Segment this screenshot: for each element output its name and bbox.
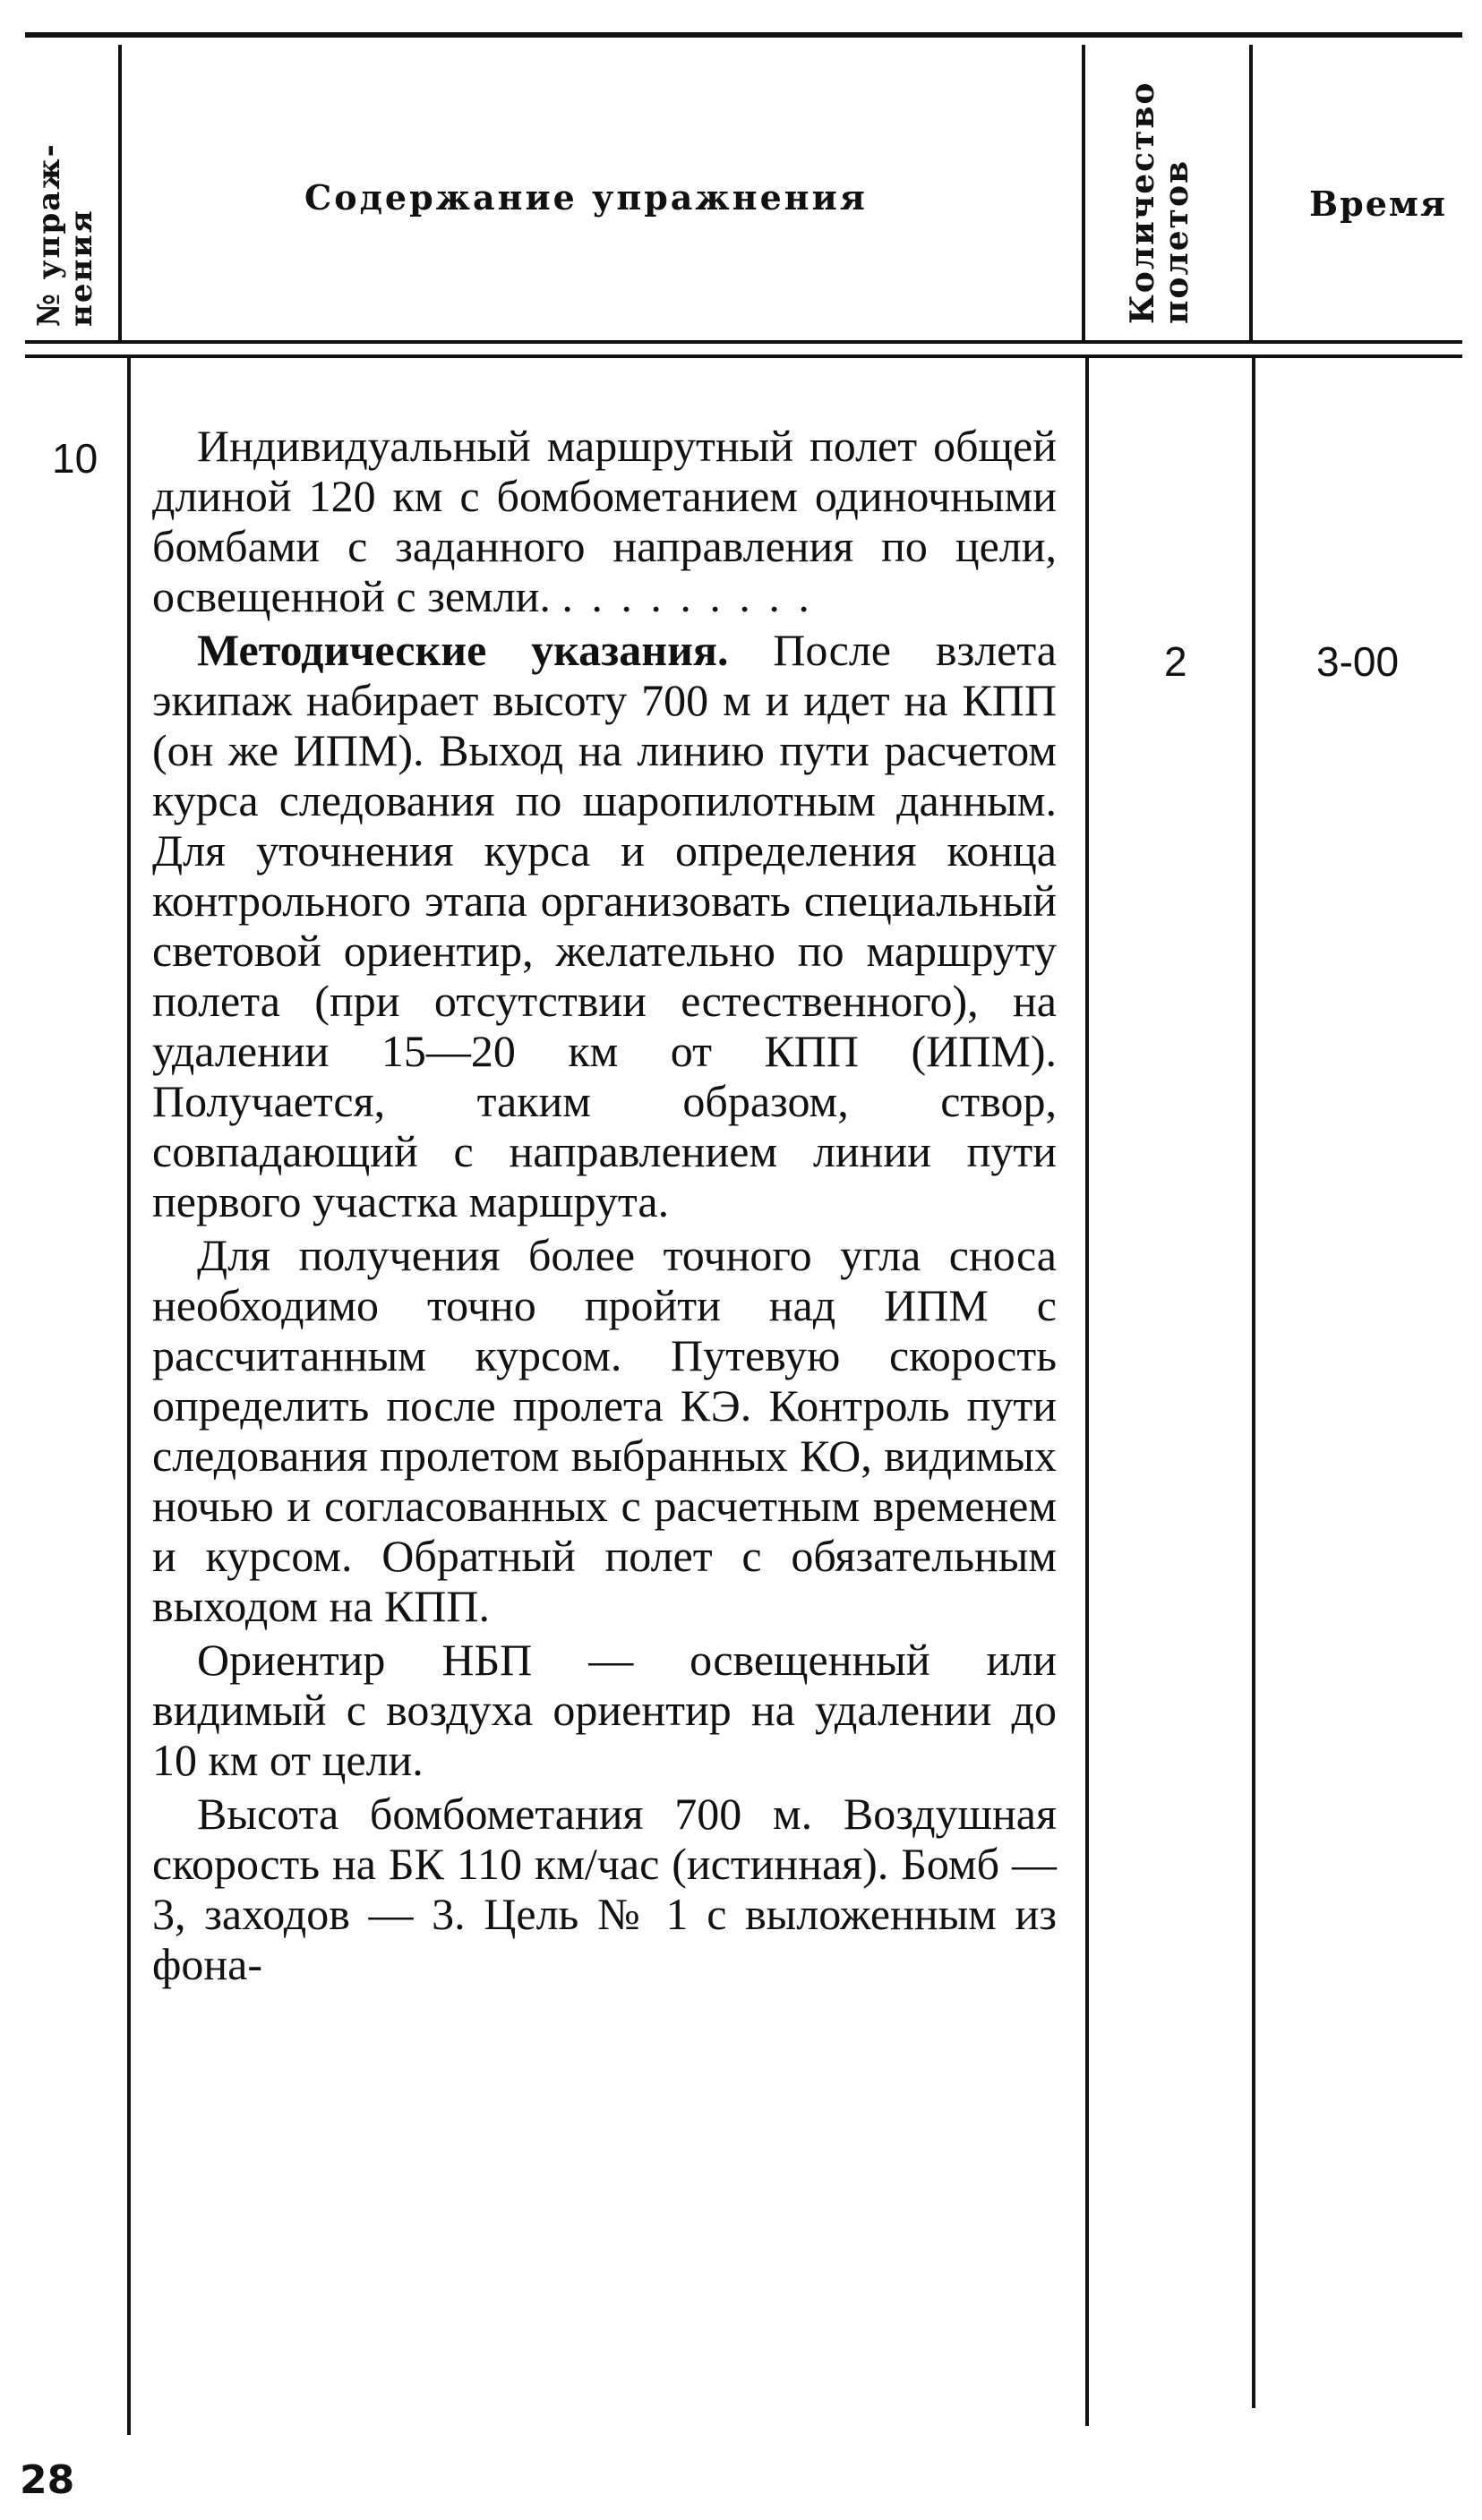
header-col-divider-1 [118,45,122,340]
header-exercise-content: Содержание упражнения [304,177,868,218]
paragraph-bombing-altitude: Высота бомбометания 700 м. Воздушная скорость на БК 110 км/час (истинная). Бомб — 3, заходов — 3. Цель № 1 с выложенным из фона- [152,1789,1057,1989]
header-exercise-number: № упраж- нения [31,142,99,327]
page-number: 28 [20,2457,75,2503]
exercise-time: 3-00 [1316,638,1400,685]
top-rule [25,32,1462,38]
body-col-divider-2 [1085,358,1089,2426]
header-col-divider-2 [1082,45,1085,340]
exercise-title [152,421,1057,621]
header-time: Время [1309,184,1447,224]
exercise-title-text: Индивидуальный маршрутный полет общей длиной 120 км с бомбометанием одиночными бомбами с заданного направления по цели, освещенной с земли. [152,421,1057,621]
header-rule-upper [25,340,1462,344]
guidelines-paragraph [152,625,1057,1226]
header-col-divider-3 [1249,45,1253,340]
guidelines-lead: Методические указания. [197,625,729,675]
body-col-divider-1 [127,358,131,2435]
paragraph-landmark: Ориентир НБП — освещенный или видимый с воздуха ориентир на удалении до 10 км от цели. [152,1635,1057,1785]
flights-count: 2 [1164,638,1187,685]
exercise-number: 10 [52,435,99,482]
title-leader-dots: . . . . . . . . . [561,571,813,621]
exercise-content [152,421,1057,1989]
header-rule-lower [25,355,1462,358]
header-flights-count: Количество полетов [1124,81,1195,324]
body-col-divider-3 [1252,358,1255,2408]
paragraph-drift-angle: Для получения более точного угла сноса необходимо точно пройти над ИПМ с рассчитанным курсом. Путевую скорость определить после пролета КЭ. Контроль пути следования пролетом выбранных КО, видимых ночью и согласованных с расчетным временем и курсом. Обратный полет с обязательным выходом на КПП. [152,1230,1057,1631]
guidelines-text: После взлета экипаж набирает высоту 700 м и идет на КПП (он же ИПМ). Выход на линию пути расчетом курса следования по шаропилотным данным. Для уточнения курса и определения конца контрольного этапа организовать специальный световой ориентир, желательно по маршруту полета (при отсутствии естественного), на удалении 15—20 км от КПП (ИПМ). Получается, таким образом, створ, совпадающий с направлением линии пути первого участка маршрута. [152,625,1057,1226]
